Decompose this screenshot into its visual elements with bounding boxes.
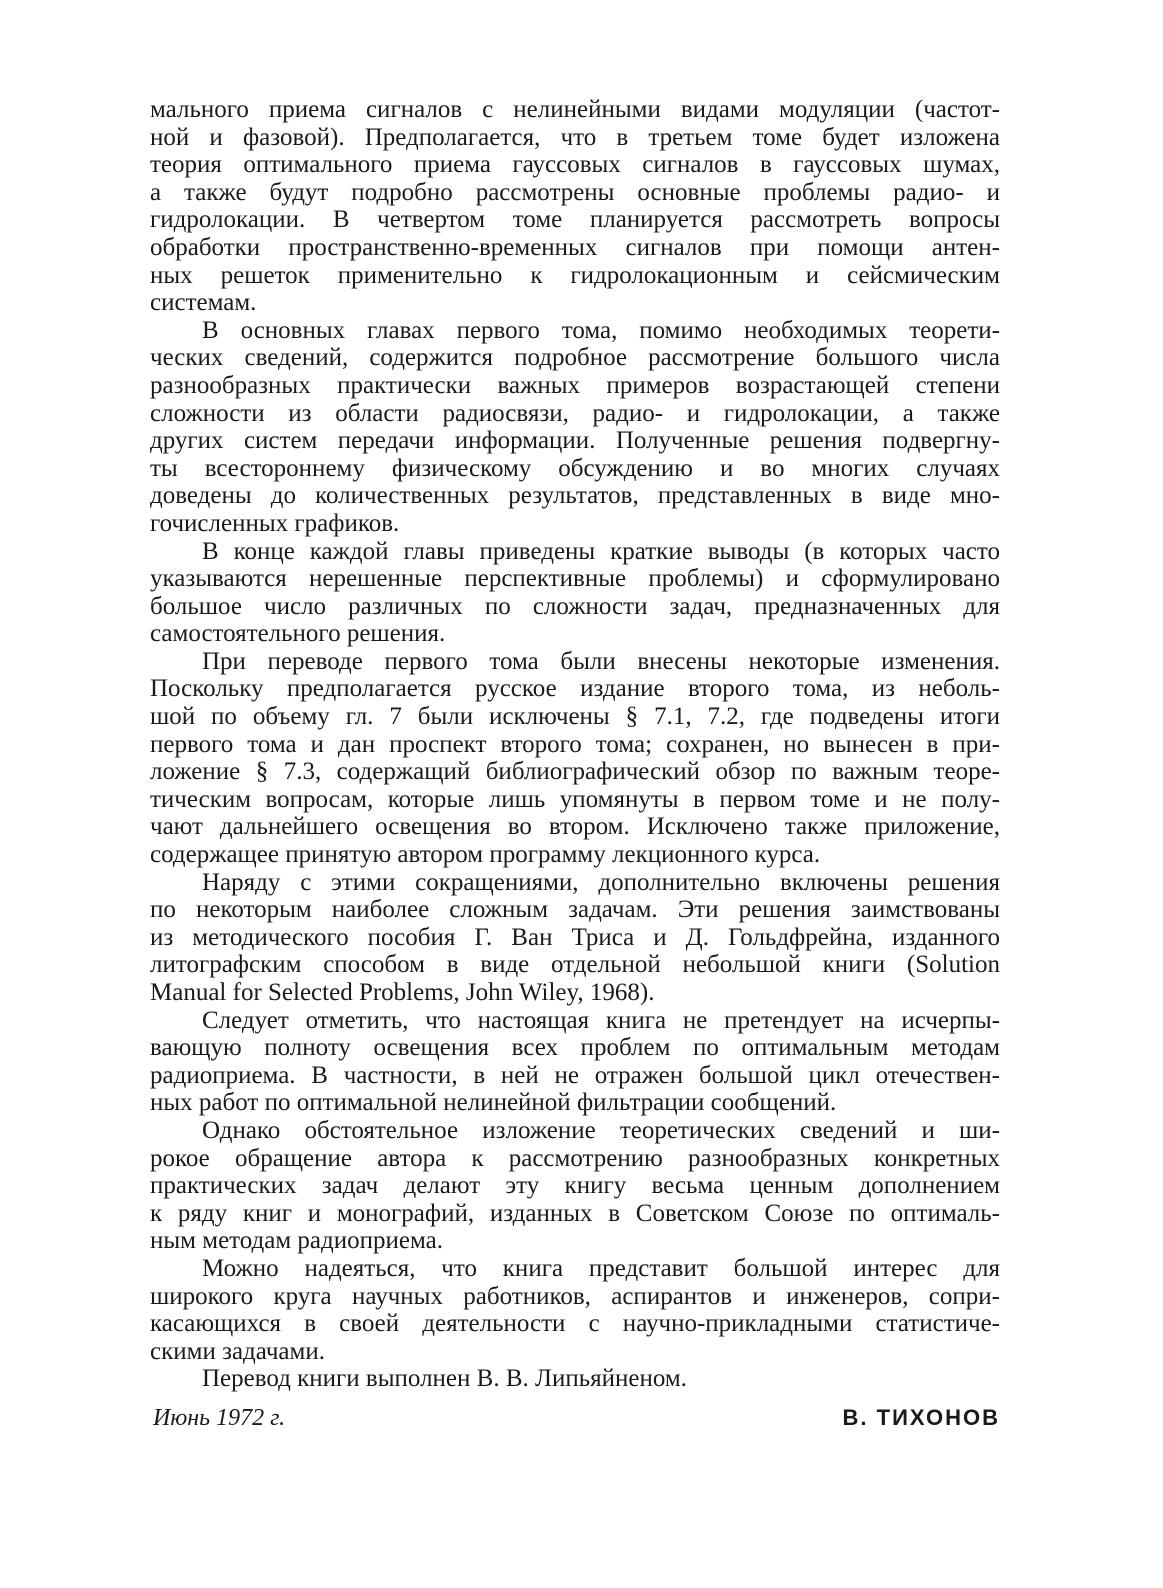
paragraph — [150, 1365, 1000, 1393]
text-line: других систем передачи информации. Полученные решения подвергну- — [150, 427, 1000, 455]
text-line: ной и фазовой). Предполагается, что в третьем томе будет изложена — [150, 123, 1000, 151]
paragraph — [150, 648, 1000, 869]
text-line: указываются нерешенные перспективные проблемы) и сформулировано — [150, 565, 1000, 593]
text-line: Следует отметить, что настоящая книга не претендует на исчерпы- — [202, 1006, 1000, 1034]
text-line: В конце каждой главы приведены краткие выводы (в которых часто — [202, 537, 1000, 565]
text-line: гочисленных графиков. — [150, 509, 400, 537]
text-line: обработки пространственно-временных сигналов при помощи антен- — [150, 233, 1000, 261]
text-line: ты всестороннему физическому обсуждению и во многих случаях — [150, 454, 1000, 482]
text-line: тическим вопросам, которые лишь упомянуты в первом томе и не полу- — [150, 785, 1000, 813]
text-line: самостоятельного решения. — [150, 620, 446, 648]
text-line: сложности из области радиосвязи, радио- и гидролокации, а также — [150, 399, 1000, 427]
text-line: Manual for Selected Problems, John Wiley, 1968). — [150, 979, 655, 1006]
text-line: В основных главах первого тома, помимо необходимых теорети- — [202, 316, 1000, 344]
text-line: ным методам радиоприема. — [150, 1227, 443, 1255]
text-line: Поскольку предполагается русское издание второго тома, из неболь- — [150, 675, 1000, 703]
text-line: гидролокации. В четвертом томе планируется рассмотреть вопросы — [150, 206, 1000, 234]
document-body — [150, 96, 1000, 1393]
text-line: литографским способом в виде отдельной небольшой книги (Solution — [150, 951, 1000, 979]
text-line: ческих сведений, содержится подробное рассмотрение большого числа — [150, 344, 1000, 372]
text-line: Однако обстоятельное изложение теоретических сведений и ши- — [202, 1116, 1000, 1144]
paragraph — [150, 538, 1000, 648]
text-line: Можно надеяться, что книга представит большой интерес для — [202, 1254, 1000, 1282]
text-line: При переводе первого тома были внесены некоторые изменения. — [202, 647, 1000, 675]
paragraph — [150, 317, 1000, 538]
text-line: доведены до количественных результатов, представленных в виде мно- — [150, 482, 1000, 510]
text-line: радиоприема. В частности, в ней не отражен большой цикл отечествен- — [150, 1061, 1000, 1089]
text-line: по некоторым наиболее сложным задачам. Эти решения заимствованы — [150, 896, 1000, 924]
text-line: большое число различных по сложности задач, предназначенных для — [150, 592, 1000, 620]
text-line: скими задачами. — [150, 1337, 325, 1365]
signature-author: В. ТИХОНОВ — [842, 1405, 1000, 1430]
text-line: широкого круга научных работников, аспирантов и инженеров, сопри- — [150, 1282, 1000, 1310]
signature-block — [153, 1405, 1000, 1437]
text-line: разнообразных практически важных примеров возрастающей степени — [150, 371, 1000, 399]
text-line: к ряду книг и монографий, изданных в Советском Союзе по оптималь- — [150, 1199, 1000, 1227]
text-line: Наряду с этими сокращениями, дополнительно включены решения — [202, 868, 1000, 896]
text-line: из методического пособия Г. Ван Триса и Д. Гольдфрейна, изданного — [150, 923, 1000, 951]
paragraph — [150, 869, 1000, 1007]
paragraph — [150, 1007, 1000, 1117]
text-line: ных решеток применительно к гидролокационным и сейсмическим — [150, 261, 1000, 289]
text-line: шой по объему гл. 7 были исключены § 7.1, 7.2, где подведены итоги — [150, 703, 1000, 731]
text-line: теория оптимального приема гауссовых сигналов в гауссовых шумах, — [150, 151, 1000, 179]
text-line: чают дальнейшего освещения во втором. Исключено также приложение, — [150, 813, 1000, 841]
text-line: Перевод книги выполнен В. В. Липьяйненом. — [202, 1365, 687, 1393]
text-line: мального приема сигналов с нелинейными видами модуляции (частот- — [150, 96, 1000, 123]
text-line: системам. — [150, 289, 257, 317]
paragraph — [150, 96, 1000, 317]
paragraph — [150, 1117, 1000, 1255]
text-line: касающихся в своей деятельности с научно-прикладными статистиче- — [150, 1310, 1000, 1338]
text-line: содержащее принятую автором программу лекционного курса. — [150, 841, 821, 869]
text-line: а также будут подробно рассмотрены основные проблемы радио- и — [150, 178, 1000, 206]
text-line: практических задач делают эту книгу весьма ценным дополнением — [150, 1172, 1000, 1200]
text-line: вающую полноту освещения всех проблем по оптимальным методам — [150, 1034, 1000, 1062]
text-line: рокое обращение автора к рассмотрению разнообразных конкретных — [150, 1144, 1000, 1172]
text-line: ных работ по оптимальной нелинейной фильтрации сообщений. — [150, 1089, 837, 1117]
text-line: ложение § 7.3, содержащий библиографический обзор по важным теоре- — [150, 758, 1000, 786]
text-line: первого тома и дан проспект второго тома; сохранен, но вынесен в при- — [150, 730, 1000, 758]
paragraph — [150, 1255, 1000, 1365]
signature-date: Июнь 1972 г. — [153, 1405, 286, 1431]
